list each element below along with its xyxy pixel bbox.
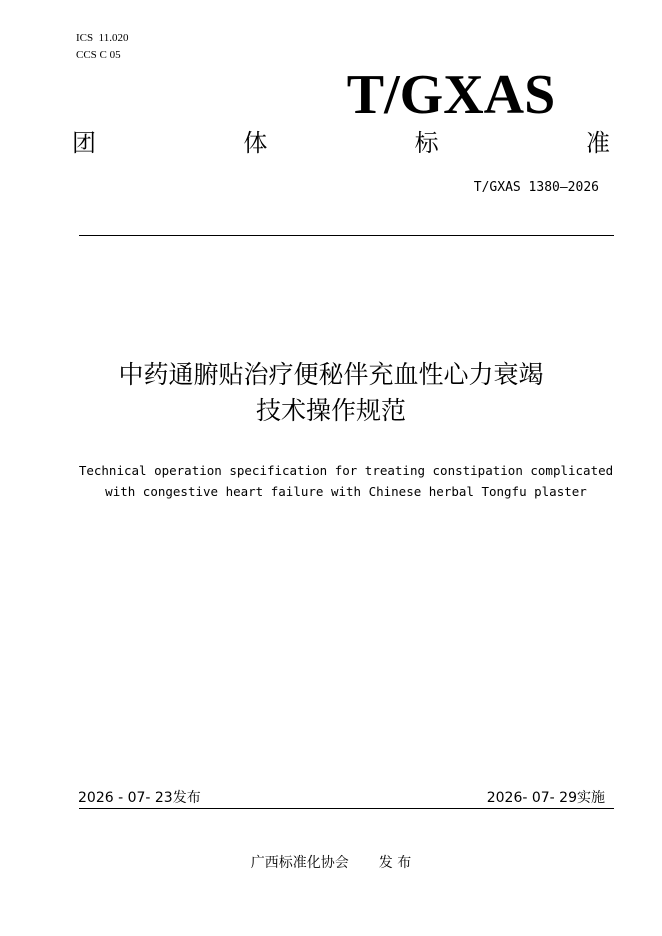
chinese-title-line: 中药通腑贴治疗便秘伴充血性心力衰竭 xyxy=(118,360,544,389)
issue-date: 2026 - 07- 23发布 xyxy=(78,790,201,806)
standard-type-char: 体 xyxy=(243,129,268,157)
english-title xyxy=(70,460,622,502)
standard-logo: T/GXAS xyxy=(346,64,556,126)
ccs-code: CCS C 05 xyxy=(76,49,121,61)
publisher-action: 发 布 xyxy=(378,855,412,871)
chinese-title xyxy=(60,357,602,429)
standard-type-char: 团 xyxy=(72,129,96,157)
ics-code: ICS 11.020 xyxy=(76,32,129,44)
standard-type xyxy=(72,128,610,158)
standard-type-char: 标 xyxy=(414,129,439,157)
bottom-divider xyxy=(79,808,614,809)
top-divider xyxy=(79,235,614,236)
implementation-date: 2026- 07- 29实施 xyxy=(486,790,605,806)
publisher-name: 广西标准化协会 xyxy=(250,855,349,871)
english-title-line: Technical operation specification for treating constipation complicated xyxy=(78,463,614,478)
standard-number: T/GXAS 1380—2026 xyxy=(473,180,599,195)
publisher xyxy=(0,853,662,873)
standard-type-char: 准 xyxy=(585,129,610,157)
english-title-line: with congestive heart failure with Chinese herbal Tongfu plaster xyxy=(105,484,587,499)
chinese-title-line: 技术操作规范 xyxy=(255,396,406,425)
